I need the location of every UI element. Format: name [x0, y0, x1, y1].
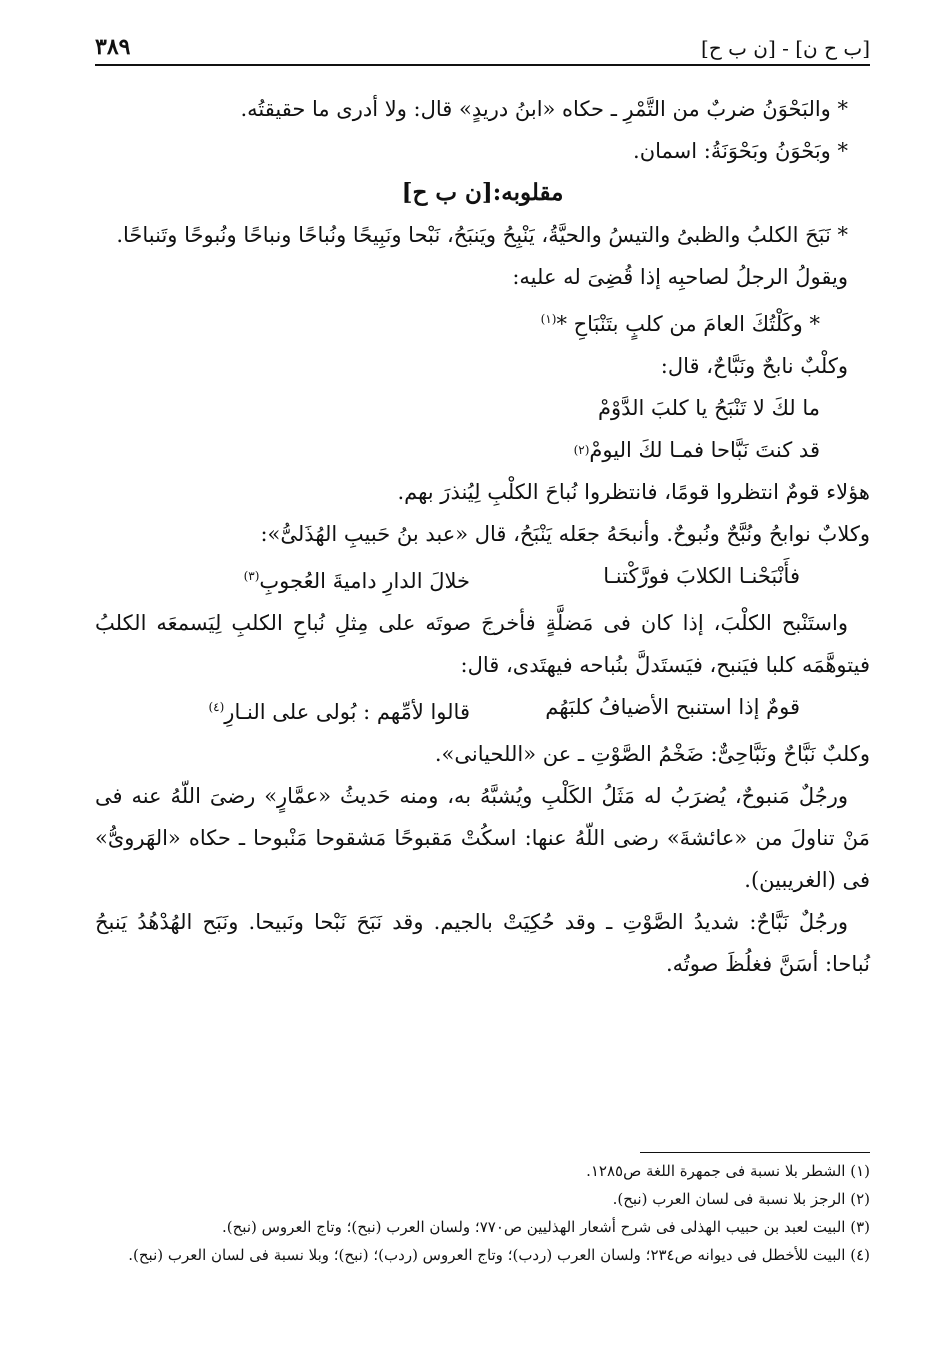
- footnote-2: (٢) الرجز بلا نسبة فى لسان العرب (نبح).: [612, 1190, 870, 1208]
- footnote-ref-2: (٢): [573, 443, 590, 457]
- footnote-1: (١) الشطر بلا نسبة فى جمهرة اللغة ص١٢٨٥.: [586, 1162, 870, 1180]
- paragraph-nabbah: وكلْبٌ نابحٌ ونَبَّاحٌ، قال:: [660, 354, 848, 378]
- verse-hudhali: [95, 555, 870, 602]
- verse-hudhali-second-half-text: خلالَ الدارِ داميةَ العُجوبِ: [259, 569, 470, 593]
- entry-bahwan-names: * وبَحْوَنُ وبَحْوَنَةُ: اسمان.: [633, 139, 848, 163]
- paragraph-plurals: وكلابٌ نوابحُ ونُبَّحٌ ونُبوحٌ. وأنبحَهُ جعَله يَنْبَحُ، قال «عبد بنُ حَبيبِ الهُذَلىُّ»:: [260, 522, 870, 546]
- paragraph-nabbahi: وكلبٌ نَبَّاحٌ ونَبَّاحِىٌّ: ضَخْمُ الصَّوْتِ ـ عن «اللحيانى».: [434, 742, 870, 766]
- running-head-roots: [ب ح ن] - [ن ب ح]: [701, 36, 870, 60]
- section-title: مقلوبه:[ن ب ح]: [401, 179, 564, 206]
- footnote-divider: [640, 1152, 870, 1153]
- paragraph-hudhud: ورجُلٌ نَبَّاحٌ: شديدُ الصَّوْتِ ـ وقد حُكِيَتْ بالجيم. وقد نَبَحَ نَبْحا ونَبيحا. ونَبَح الهُدْهُدُ يَنبحُ نُباحا: أسَنَّ فغلُظَ صوتُه.: [95, 910, 870, 976]
- quoted-hemistich-text: * وكَلْتُكَ العامَ من كلبٍ بتَنْبَاحِ *: [556, 312, 820, 336]
- verse-akhtal-first-half: قومٌ إذا استنبح الأضيافُ كلبَهُم: [545, 695, 800, 719]
- footnote-ref-4: (٤): [208, 700, 225, 714]
- verse-hudhali-first-half: فأَنْبَحْنـا الكلابَ فورَّكْتنـا: [603, 564, 800, 588]
- paragraph-waiting: هؤلاء قومٌ انتظروا قومًا، فانتظروا نُباحَ الكلْبِ لِيُنذرَ بهم.: [397, 480, 870, 504]
- footnotes: [95, 1152, 870, 1269]
- main-text: [95, 88, 870, 985]
- footnote-ref-1: (١): [540, 312, 557, 326]
- verse-akhtal: [95, 686, 870, 733]
- entry-bahwan-dates: * والبَحْوَنُ ضربٌ من التَّمْرِ ـ حكاه «ابنُ دريدٍ» قال: ولا أدرى ما حقيقتُه.: [240, 97, 848, 121]
- rajaz-line-1: [95, 387, 870, 429]
- verse-hudhali-second-half: [244, 555, 470, 602]
- page-header: [95, 30, 870, 66]
- verse-akhtal-second-half: [208, 686, 470, 733]
- rajaz-line-2: [95, 429, 870, 471]
- book-page: [95, 30, 870, 1330]
- verse-akhtal-second-half-text: قالوا لأمِّهم : بُولى على النـارِ: [224, 700, 470, 724]
- footnote-3: (٣) البيت لعبد بن حبيب الهذلى فى شرح أشعار الهذليين ص٧٧٠؛ ولسان العرب (نبح)؛ وتاج العروس (نبح).: [221, 1218, 870, 1236]
- footnote-4: (٤) البيت للأخطل فى ديوانه ص٢٣٤؛ ولسان العرب (ردب)؛ وتاج العروس (ردب)؛ (نبح)؛ وبلا نسبة فى لسان العرب (نبح).: [128, 1246, 870, 1264]
- rajaz-line-1-text: ما لكَ لا تَنْبَحُ يا كلبَ الدَّوْمْ: [597, 396, 820, 420]
- paragraph-istanbaha: واستَنْبح الكلْبَ، إذا كان فى مَضلَّةٍ فأخرجَ صوتَه على مِثلِ نُباحِ الكلبِ لِيَسمعَه الكلبُ فيتوهَّمَه كلبا فيَنبح، فيَستَدلَّ بنُباحه فيهتَدى، قال:: [95, 611, 870, 677]
- footnote-ref-3: (٣): [243, 569, 260, 583]
- rajaz-line-2-text: قد كنتَ نَبَّاحا فمـا لكَ اليومْ: [589, 438, 820, 462]
- paragraph-saying: ويقولُ الرجلُ لصاحبِه إذا قُضِىَ له عليه:: [512, 265, 848, 289]
- paragraph-manbuh: ورجُلٌ مَنبوحٌ، يُضرَبُ له مَثَلُ الكَلْبِ ويُشبَّهُ به، ومنه حَديثُ «عمَّارٍ» رضىَ اللّهُ عنه فى مَنْ تناولَ من «عائشةَ» رضى اللّهُ عنها: اسكُتْ مَقبوحًا مَشقوحا مَنْبوحا ـ حكاه «الهَروىُّ» فى (الغريبين).: [95, 784, 870, 892]
- page-number: ٣٨٩: [95, 34, 131, 60]
- quoted-hemistich: [95, 298, 870, 345]
- paragraph-nabaha: * نَبَحَ الكلبُ والظبىُ والتيسُ والحيَّةُ، يَنْبِحُ ويَنبَحُ، نَبْحا ونَبِيحًا ونُباحًا ونباحًا ونُبوحًا وتَنباحًا.: [116, 223, 848, 247]
